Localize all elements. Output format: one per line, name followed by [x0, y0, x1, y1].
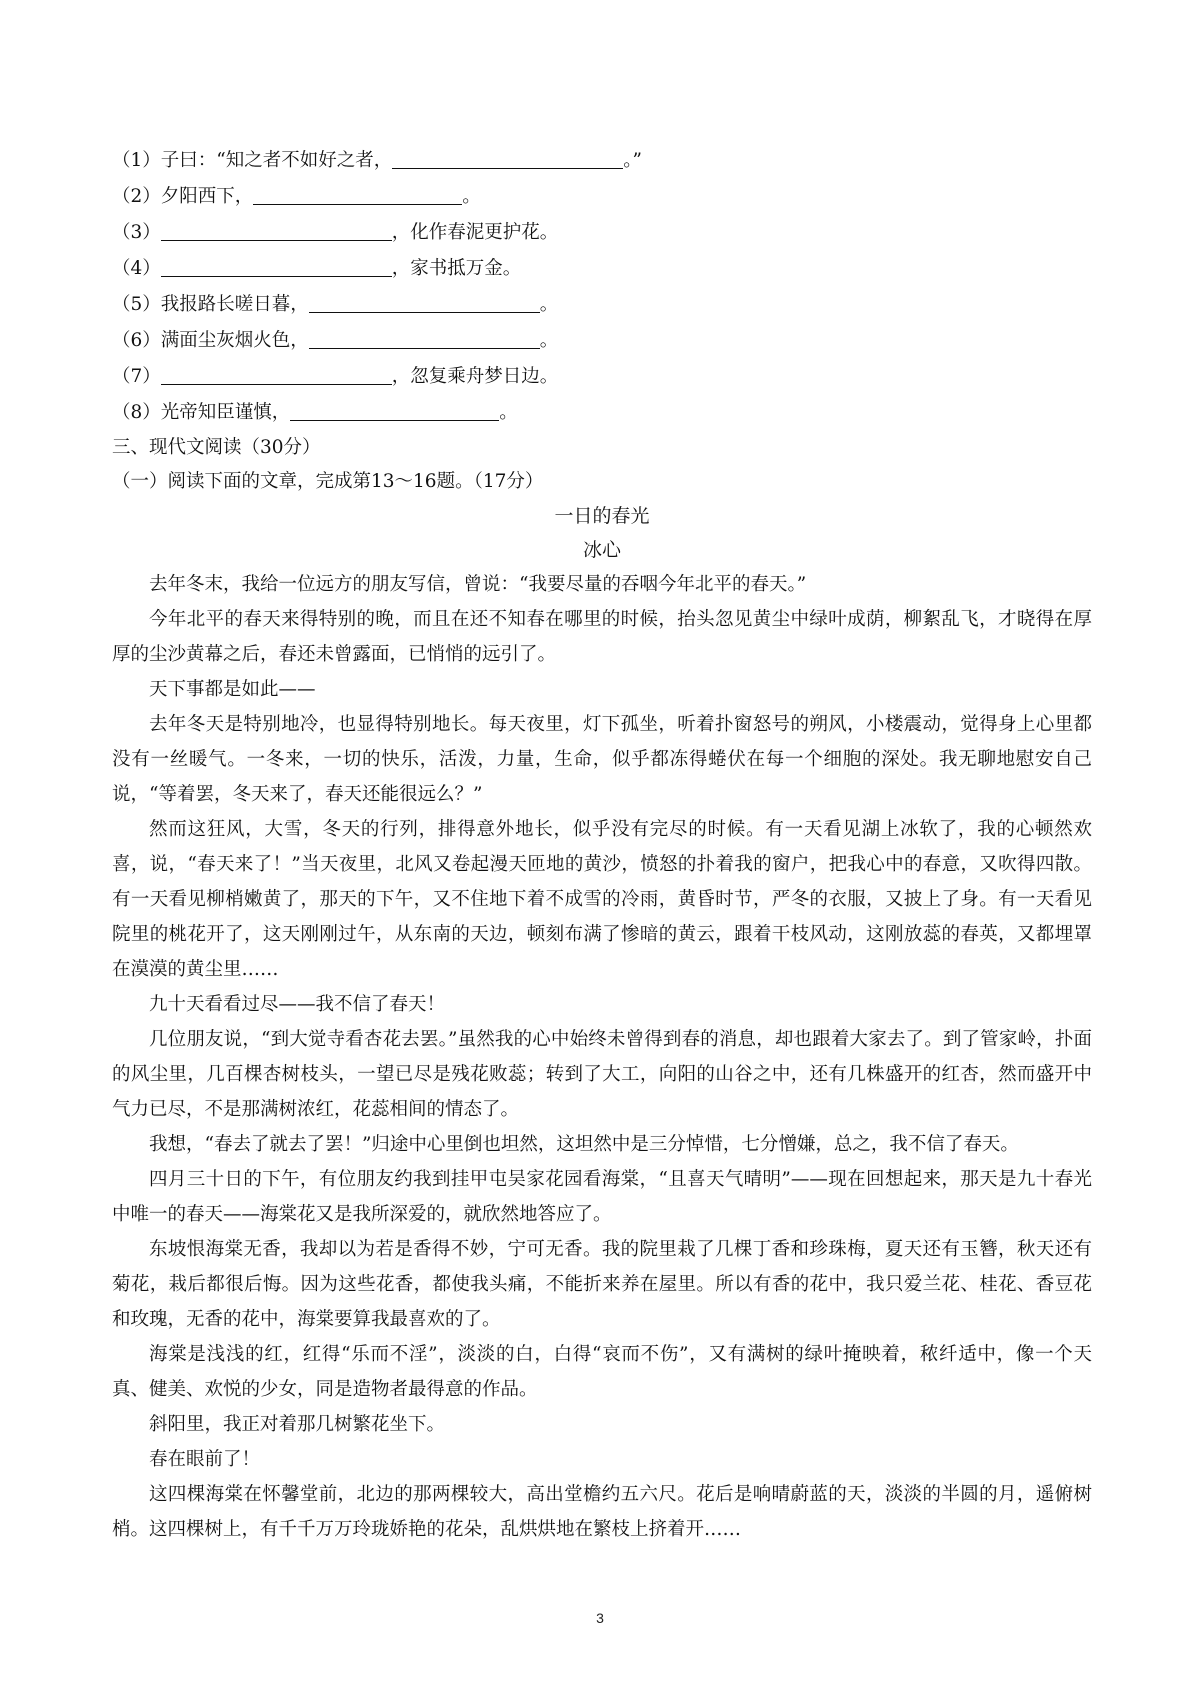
- article-paragraph: 四月三十日的下午，有位朋友约我到挂甲屯吴家花园看海棠，“且喜天气晴明”——现在回想起来，那天是九十春光中唯一的春天——海棠花又是我所深爱的，就欣然地答应了。: [112, 1169, 1092, 1225]
- fill-blank-suffix: ，化作春泥更护花。: [391, 222, 559, 243]
- article-paragraph: 海棠是浅浅的红，红得“乐而不淫”，淡淡的白，白得“哀而不伤”，又有满树的绿叶掩映着，秾纤适中，像一个天真、健美、欢悦的少女，同是造物者最得意的作品。: [112, 1344, 1092, 1400]
- fill-blank-suffix: 。: [539, 330, 559, 351]
- fill-blank-item: [112, 287, 1092, 323]
- fill-blank-prefix: （4）: [112, 258, 161, 279]
- answer-blank[interactable]: [161, 364, 392, 385]
- fill-blank-prefix: （8）光帝知臣谨慎，: [112, 402, 291, 423]
- fill-blank-suffix: 。: [462, 186, 481, 207]
- article-author: 冰心: [582, 539, 621, 561]
- fill-blank-suffix: ，家书抵万金。: [391, 258, 522, 279]
- fill-blank-prefix: （2）夕阳西下，: [112, 186, 254, 207]
- article-paragraph: 东坡恨海棠无香，我却以为若是香得不妙，宁可无香。我的院里栽了几棵丁香和珍珠梅，夏天还有玉簪，秋天还有菊花，栽后都很后悔。因为这些花香，都使我头痛，不能折来养在屋里。所以有香的花中，我只爱兰花、桂花、香豆花和玫瑰，无香的花中，海棠要算我最喜欢的了。: [112, 1239, 1092, 1330]
- sub-heading: （一）阅读下面的文章，完成第13～16题。（17分）: [112, 471, 544, 492]
- article-paragraph: 春在眼前了！: [149, 1449, 261, 1470]
- fill-blank-prefix: （6）满面尘灰烟火色，: [112, 330, 309, 351]
- fill-blank-item: [112, 179, 1092, 215]
- answer-blank[interactable]: [290, 400, 499, 421]
- article-paragraph: 然而这狂风，大雪，冬天的行列，排得意外地长，似乎没有完尽的时候。有一天看见湖上冰软了，我的心顿然欢喜，说，“春天来了！”当天夜里，北风又卷起漫天匝地的黄沙，愤怒的扑着我的窗户，把我心中的春意，又吹得四散。有一天看见柳梢嫩黄了，那天的下午，又不住地下着不成雪的冷雨，黄昏时节，严冬的衣服，又披上了身。有一天看见院里的桃花开了，这天刚刚过午，从东南的天边，顿刻布满了惨暗的黄云，跟着干枝风动，这刚放蕊的春英，又都埋罩在漠漠的黄尘里……: [112, 819, 1092, 980]
- article-paragraph: 天下事都是如此——: [149, 679, 316, 700]
- article-paragraph: 去年冬末，我给一位远方的朋友写信，曾说：“我要尽量的吞咽今年北平的春天。”: [149, 574, 807, 595]
- fill-blank-item: [112, 359, 1092, 395]
- answer-blank[interactable]: [161, 256, 392, 277]
- fill-blank-item: [112, 323, 1092, 359]
- article-paragraph: 今年北平的春天来得特别的晚，而且在还不知春在哪里的时候，抬头忽见黄尘中绿叶成荫，柳絮乱飞，才晓得在厚厚的尘沙黄幕之后，春还未曾露面，已悄悄的远引了。: [112, 609, 1092, 665]
- fill-blank-suffix: 。: [539, 294, 559, 315]
- answer-blank[interactable]: [392, 148, 623, 169]
- article-paragraph: 我想，“春去了就去了罢！”归途中心里倒也坦然，这坦然中是三分悼惜，七分憎嫌，总之，我不信了春天。: [149, 1134, 1019, 1155]
- answer-blank[interactable]: [309, 328, 540, 349]
- article-paragraph: 这四棵海棠在怀馨堂前，北边的那两棵较大，高出堂檐约五六尺。花后是响晴蔚蓝的天，淡淡的半圆的月，遥俯树梢。这四棵树上，有千千万万玲珑娇艳的花朵，乱烘烘地在繁枝上挤着开……: [112, 1484, 1092, 1540]
- fill-blank-prefix: （3）: [112, 222, 161, 243]
- section-heading: 三、现代文阅读（30分）: [112, 437, 321, 458]
- fill-blank-item: [112, 251, 1092, 287]
- article-title: 一日的春光: [554, 505, 650, 527]
- fill-blank-prefix: （7）: [112, 366, 161, 387]
- fill-blank-prefix: （1）子曰：“知之者不如好之者，: [112, 150, 393, 171]
- page-number: 3: [596, 1610, 604, 1626]
- article-paragraph: 几位朋友说，“到大觉寺看杏花去罢。”虽然我的心中始终未曾得到春的消息，却也跟着大家去了。到了管家岭，扑面的风尘里，几百棵杏树枝头，一望已尽是残花败蕊；转到了大工，向阳的山谷之中，还有几株盛开的红杏，然而盛开中气力已尽，不是那满树浓红，花蕊相间的情态了。: [112, 1029, 1092, 1120]
- article-paragraph: 斜阳里，我正对着那几树繁花坐下。: [149, 1414, 446, 1435]
- article-paragraph: 九十天看看过尽——我不信了春天！: [149, 994, 446, 1015]
- fill-blank-list: [112, 143, 1092, 431]
- answer-blank[interactable]: [309, 292, 540, 313]
- fill-blank-suffix: ，忽复乘舟梦日边。: [391, 366, 559, 387]
- fill-blank-suffix: 。: [499, 402, 518, 423]
- page-content: [112, 143, 1092, 1547]
- fill-blank-suffix: 。”: [623, 150, 642, 171]
- fill-blank-item: [112, 215, 1092, 251]
- fill-blank-item: [112, 143, 1092, 179]
- answer-blank[interactable]: [161, 220, 392, 241]
- fill-blank-item: [112, 395, 1092, 431]
- article-paragraph: 去年冬天是特别地冷，也显得特别地长。每天夜里，灯下孤坐，听着扑窗怒号的朔风，小楼震动，觉得身上心里都没有一丝暖气。一冬来，一切的快乐，活泼，力量，生命，似乎都冻得蜷伏在每一个细胞的深处。我无聊地慰安自己说，“等着罢，冬天来了，春天还能很远么？”: [112, 714, 1092, 805]
- article-body: [112, 567, 1092, 1547]
- answer-blank[interactable]: [253, 184, 462, 205]
- fill-blank-prefix: （5）我报路长嗟日暮，: [112, 294, 309, 315]
